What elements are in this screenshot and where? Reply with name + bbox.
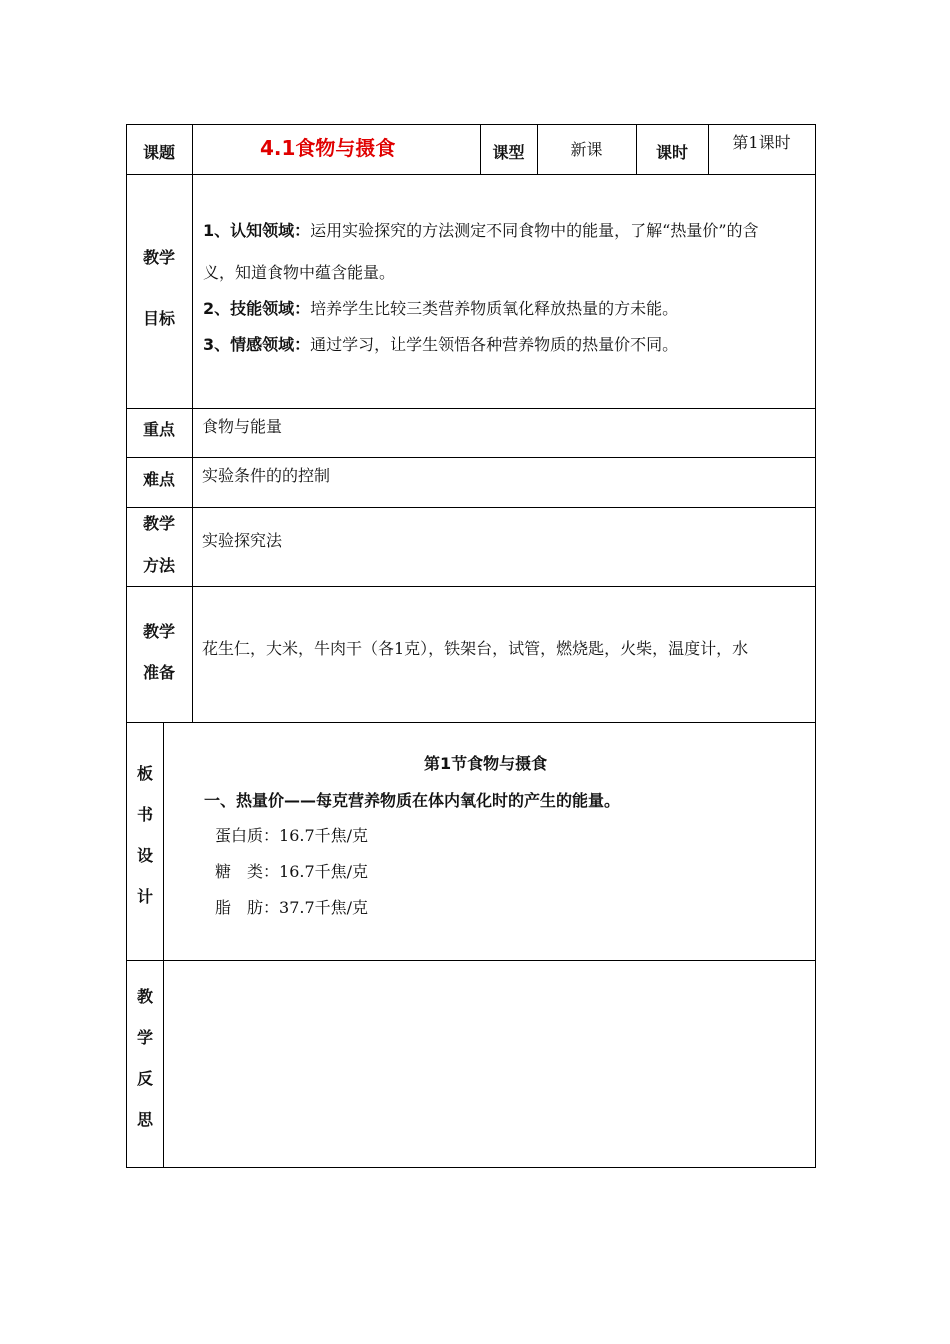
- difficulty-label: 难点: [142, 470, 175, 489]
- goal-item-prefix: 2、技能领域：: [203, 299, 311, 318]
- difficulty-value: 实验条件的的控制: [202, 466, 331, 485]
- row-divider: [126, 408, 816, 409]
- goal-item-prefix: 1、认知领域：: [203, 221, 311, 240]
- goal-item-prefix: 3、情感领域：: [203, 335, 311, 354]
- type-label: 课型: [492, 143, 525, 162]
- key-point-label: 重点: [142, 420, 175, 439]
- goal-item-text: 通过学习，让学生领悟各种营养物质的热量价不同。: [310, 335, 679, 354]
- type-value: 新课: [570, 140, 603, 159]
- row-divider: [126, 507, 816, 508]
- table-border-top: [126, 124, 816, 125]
- goal-item-text: 运用实验探究的方法测定不同食物中的能量，了解“热量价”的含: [310, 221, 759, 240]
- goal-item-affective: [203, 332, 678, 355]
- goal-item-skill: [203, 296, 678, 319]
- period-value: 第1课时: [732, 133, 791, 152]
- goal-item-cognitive-cont: 义，知道食物中蕴含能量。: [203, 263, 396, 282]
- topic-label: 课题: [142, 143, 175, 162]
- reflection-label-char: 思: [136, 1110, 153, 1129]
- reflection-label: [127, 976, 163, 1140]
- period-label: 课时: [655, 143, 688, 162]
- row-divider: [126, 722, 816, 723]
- prep-value: 花生仁，大米，牛肉干（各1克），铁架台，试管，燃烧匙，火柴，温度计，水: [202, 639, 749, 658]
- nutrient-value: ：16.7千焦/克: [263, 826, 369, 845]
- board-row-sugar: [215, 862, 368, 882]
- board-definition: 一、热量价——每克营养物质在体内氧化时的产生的能量。: [204, 791, 621, 810]
- board-label-char: 设: [136, 846, 153, 865]
- reflection-label-char: 教: [136, 987, 153, 1006]
- label-column-divider: [192, 124, 193, 722]
- goals-label-line1: 教学: [142, 248, 175, 267]
- board-label-char: 板: [136, 764, 153, 783]
- prep-label-line1: 教学: [142, 622, 175, 641]
- board-label-char: 书: [136, 805, 153, 824]
- board-label: [127, 753, 163, 917]
- row-divider: [126, 174, 816, 175]
- goal-item-cognitive: [203, 218, 759, 241]
- board-row-fat: [215, 898, 368, 918]
- board-heading: 第1节食物与摄食: [424, 754, 548, 773]
- method-label-line2: 方法: [142, 556, 175, 575]
- goal-item-text: 培养学生比较三类营养物质氧化释放热量的方未能。: [310, 299, 679, 318]
- nutrient-name: 蛋白质: [215, 826, 264, 845]
- board-row-protein: [215, 826, 368, 846]
- nutrient-value: ：16.7千焦/克: [263, 862, 369, 881]
- reflection-label-char: 学: [136, 1028, 153, 1047]
- board-label-char: 计: [136, 887, 153, 906]
- method-label-line1: 教学: [142, 514, 175, 533]
- reflection-content-area: [164, 961, 815, 1167]
- row-divider: [126, 586, 816, 587]
- reflection-label-char: 反: [136, 1069, 153, 1088]
- prep-label-line2: 准备: [142, 663, 175, 682]
- key-point-value: 食物与能量: [202, 417, 283, 436]
- nutrient-value: ：37.7千焦/克: [263, 898, 369, 917]
- table-border-bottom: [126, 1167, 816, 1168]
- table-border-right: [815, 124, 816, 1168]
- goals-label-line2: 目标: [142, 309, 175, 328]
- lesson-title: 4.1食物与摄食: [260, 136, 396, 160]
- nutrient-name: 糖 类: [215, 862, 264, 881]
- nutrient-name: 脂 肪: [215, 898, 264, 917]
- row-divider: [126, 457, 816, 458]
- method-value: 实验探究法: [202, 531, 283, 550]
